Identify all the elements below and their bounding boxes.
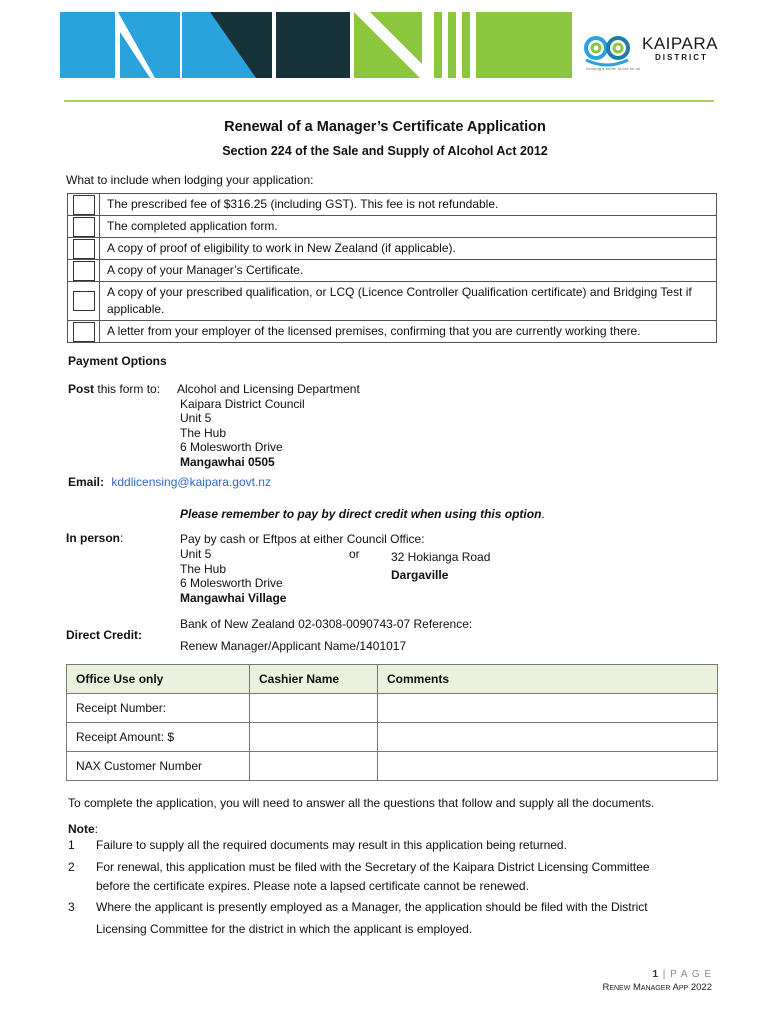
checklist-item: The completed application form.	[100, 216, 717, 238]
note-number: 2	[68, 860, 75, 874]
checklist-row	[68, 282, 717, 321]
direct-credit-bank: Bank of New Zealand 02-0308-0090743-07 Reference:	[180, 617, 473, 631]
checklist-item: The prescribed fee of $316.25 (including GST). This fee is not refundable.	[100, 194, 717, 216]
table-row	[67, 694, 718, 723]
address-line: Mangawhai Village	[180, 590, 287, 605]
column-header: Office Use only	[67, 665, 250, 694]
checklist-row	[68, 238, 717, 260]
note-text: For renewal, this application must be filed with the Secretary of the Kaipara District Licensing Committee	[96, 860, 650, 874]
address-line: 6 Molesworth Drive	[180, 440, 283, 454]
cashier-cell[interactable]	[250, 723, 378, 752]
header-banner	[60, 12, 572, 78]
header-rule	[64, 100, 714, 102]
table-header-row	[67, 665, 718, 694]
comments-cell[interactable]	[378, 752, 718, 781]
payment-heading: Payment Options	[68, 354, 167, 368]
address-line: Mangawhai 0505	[180, 454, 275, 469]
address-line: The Hub	[180, 425, 227, 440]
email-link[interactable]: kddlicensing@kaipara.govt.nz	[111, 475, 271, 489]
address-line: The Hub	[180, 561, 227, 576]
document-name: Renew Manager App 2022	[602, 982, 712, 993]
note-text: before the certificate expires. Please note a lapsed certificate cannot be renewed.	[96, 879, 529, 893]
in-person-text: In person	[66, 531, 121, 545]
checkbox[interactable]	[73, 239, 95, 259]
column-header: Comments	[378, 665, 718, 694]
in-person-colon: :	[120, 531, 124, 545]
post-text: this form to:	[97, 382, 161, 396]
comments-cell[interactable]	[378, 694, 718, 723]
logo-sub: DISTRICT	[655, 53, 708, 62]
cashier-cell[interactable]	[250, 752, 378, 781]
checkbox[interactable]	[73, 322, 95, 342]
address-line: Unit 5	[180, 547, 212, 561]
note-label: Note	[68, 822, 95, 836]
in-person-text: Pay by cash or Eftpos at either Council Office:	[180, 532, 425, 546]
page-label: | P A G E	[662, 969, 712, 980]
table-row	[67, 752, 718, 781]
checklist-item: A copy of your prescribed qualification, or LCQ (Licence Controller Qualification certificate) and Bridging Test if applicable.	[100, 282, 717, 321]
email-line	[68, 475, 271, 489]
checklist-row	[68, 260, 717, 282]
checkbox[interactable]	[73, 261, 95, 281]
reminder-end: .	[541, 507, 545, 521]
note-text: Licensing Committee for the district in which the applicant is employed.	[96, 922, 473, 936]
column-header: Cashier Name	[250, 665, 378, 694]
intro-text: What to include when lodging your application:	[66, 173, 314, 187]
or-text: or	[349, 547, 360, 561]
email-label: Email:	[68, 475, 105, 489]
address-line: Kaipara District Council	[180, 396, 305, 411]
reminder-text: Please remember to pay by direct credit when using this option	[180, 507, 542, 521]
checklist-row	[68, 321, 717, 343]
checkbox[interactable]	[73, 217, 95, 237]
in-person-address-2: 32 Hokianga Road	[391, 550, 491, 564]
page-title: Renewal of a Manager’s Certificate Application	[224, 119, 546, 135]
address-line: Alcohol and Licensing Department	[177, 382, 360, 396]
checklist-row	[68, 194, 717, 216]
in-person-label	[66, 531, 123, 545]
checklist-item: A letter from your employer of the licensed premises, confirming that you are currently working there.	[100, 321, 717, 343]
checklist-item: A copy of proof of eligibility to work in New Zealand (if applicable).	[100, 238, 717, 260]
page-number	[652, 969, 712, 980]
table-row	[67, 723, 718, 752]
in-person-address-2-town: Dargaville	[391, 568, 449, 582]
note-heading	[68, 822, 98, 836]
page-subtitle: Section 224 of the Sale and Supply of Alcohol Act 2012	[222, 144, 548, 158]
checklist-item: A copy of your Manager’s Certificate.	[100, 260, 717, 282]
checkbox[interactable]	[73, 291, 95, 311]
post-label: Post	[68, 382, 95, 396]
direct-credit-label: Direct Credit:	[66, 628, 143, 642]
in-person-address-1	[180, 547, 286, 605]
complete-text: To complete the application, you will need to answer all the questions that follow and supply all the documents.	[68, 796, 655, 810]
page-num: 1	[652, 969, 659, 980]
note-number: 1	[68, 838, 75, 852]
address-line: 6 Molesworth Drive	[180, 576, 283, 590]
comments-cell[interactable]	[378, 723, 718, 752]
checklist-table	[67, 193, 717, 343]
office-use-table	[66, 664, 718, 781]
direct-credit-reference: Renew Manager/Applicant Name/1401017	[180, 639, 407, 653]
cashier-cell[interactable]	[250, 694, 378, 723]
note-number: 3	[68, 900, 75, 914]
logo-name: KAIPARA	[642, 34, 718, 53]
checkbox[interactable]	[73, 195, 95, 215]
post-address	[177, 382, 360, 469]
note-text: Failure to supply all the required documents may result in this application being returned.	[96, 838, 567, 852]
note-text: Where the applicant is presently employed as a Manager, the application should be filed with the District	[96, 900, 648, 914]
logo-tagline: Growing a better future for all	[586, 67, 641, 71]
address-line: Unit 5	[180, 411, 212, 425]
direct-credit-reminder	[180, 507, 545, 521]
checklist-row	[68, 216, 717, 238]
post-line	[68, 382, 160, 396]
note-colon: :	[94, 822, 99, 836]
row-label: Receipt Number:	[67, 694, 250, 723]
row-label: NAX Customer Number	[67, 752, 250, 781]
row-label: Receipt Amount: $	[67, 723, 250, 752]
